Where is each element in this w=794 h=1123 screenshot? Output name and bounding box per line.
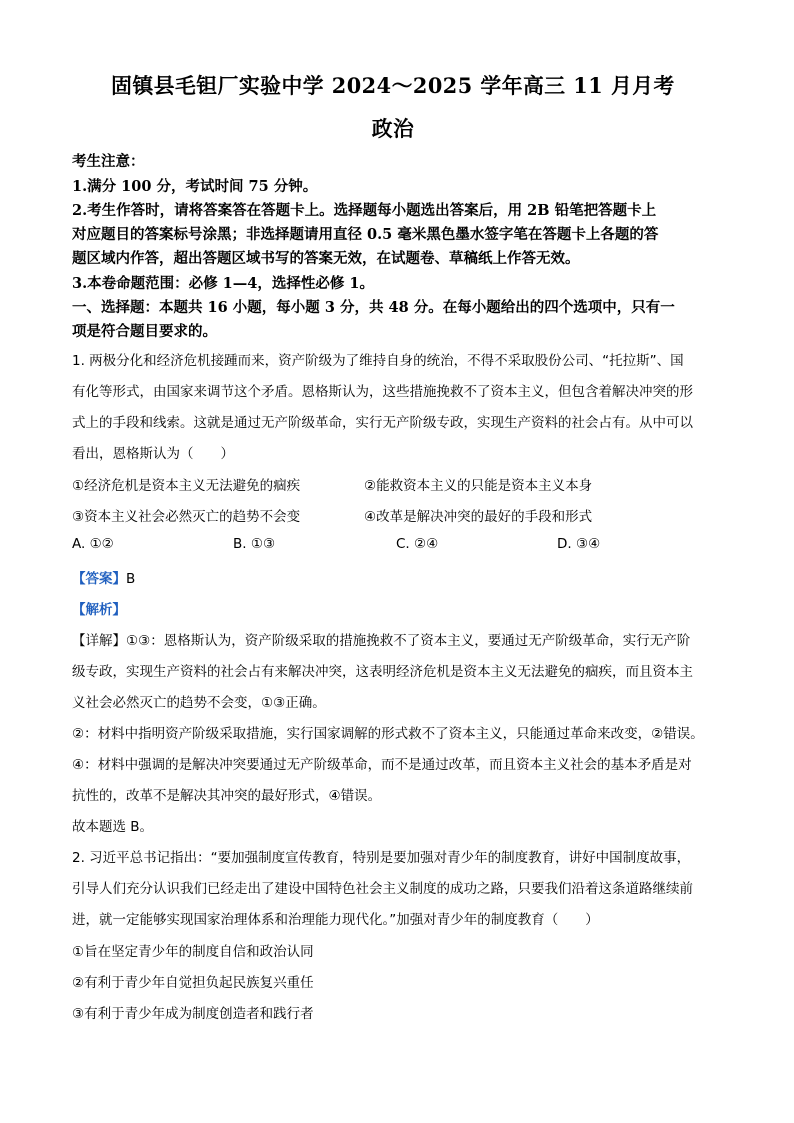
q1-detail-line-3: 义社会必然灭亡的趋势不会变，①③正确。 [72, 695, 326, 711]
note-item-2-line-3: 题区域内作答，超出答题区域书写的答案无效，在试题卷、草稿纸上作答无效。 [72, 250, 580, 267]
detail-text: ①③：恩格斯认为，资产阶级采取的措施挽救不了资本主义，要通过无产阶级革命，实行无产阶 [126, 633, 691, 649]
q2-stem-line-1: 2. 习近平总书记指出：“要加强制度宣传教育，特别是要加强对青少年的制度教育，讲好中国制度故事， [72, 850, 691, 866]
note-item-2-line-1: 2.考生作答时，请将答案答在答题卡上。选择题每小题选出答案后，用 2B 铅笔把答题卡上 [72, 202, 657, 219]
q1-analysis [72, 598, 126, 618]
q1-answer [72, 567, 135, 587]
q1-statement-2: ②能救资本主义的只能是资本主义本身 [364, 478, 593, 494]
q2-statement-1: ①旨在坚定青少年的制度自信和政治认同 [72, 944, 314, 960]
subject-title: 政治 [371, 116, 415, 141]
q1-detail-line-2: 级专政，实现生产资料的社会占有来解决冲突，这表明经济危机是资本主义无法避免的痼疾，而且资本主 [72, 664, 693, 680]
q1-stem-line-4: 看出，恩格斯认为（ ） [72, 446, 234, 462]
q1-detail-line-5: ④：材料中强调的是解决冲突要通过无产阶级革命，而不是通过改革，而且资本主义社会的基本矛盾是对 [72, 757, 692, 773]
notes-heading: 考生注意： [72, 153, 145, 170]
q1-detail-line-4: ②：材料中指明资产阶级采取措施，实行国家调解的形式救不了资本主义，只能通过革命来改变，②错误。 [72, 726, 704, 742]
analysis-label: 【解析】 [72, 602, 126, 618]
q1-detail-line-1 [72, 629, 690, 649]
q1-statement-4: ④改革是解决冲突的最好的手段和形式 [364, 509, 593, 525]
note-item-1: 1.满分 100 分，考试时间 75 分钟。 [72, 178, 318, 195]
section-heading-line-2: 项是符合题目要求的。 [72, 323, 217, 340]
note-item-3: 3.本卷命题范围：必修 1—4，选择性必修 1。 [72, 275, 374, 292]
q1-statement-3: ③资本主义社会必然灭亡的趋势不会变 [72, 509, 301, 525]
answer-label: 【答案】 [72, 571, 126, 587]
q2-stem-line-3: 进，就一定能够实现国家治理体系和治理能力现代化。”加强对青少年的制度教育（ ） [72, 912, 599, 928]
q1-statement-1: ①经济危机是资本主义无法避免的痼疾 [72, 478, 301, 494]
q1-stem-line-3: 式上的手段和线索。这就是通过无产阶级革命，实行无产阶级专政，实现生产资料的社会占有。从中可以 [72, 415, 693, 431]
exam-title: 固镇县毛钽厂实验中学 2024～2025 学年高三 11 月月考 [111, 73, 675, 98]
q1-stem-line-1: 1. 两极分化和经济危机接踵而来，资产阶级为了维持自身的统治，不得不采取股份公司、“托拉斯”、国 [72, 353, 684, 369]
q1-option-c: C. ②④ [396, 536, 439, 552]
q1-detail-line-6: 抗性的，改革不是解决其冲突的最好形式，④错误。 [72, 788, 382, 804]
q2-stem-line-2: 引导人们充分认识我们已经走出了建设中国特色社会主义制度的成功之路，只要我们沿着这条道路继续前 [72, 881, 693, 897]
section-heading-line-1: 一、选择题：本题共 16 小题，每小题 3 分，共 48 分。在每小题给出的四个选项中，只有一 [72, 299, 675, 316]
answer-value: B [126, 571, 136, 587]
detail-label: 【详解】 [72, 633, 126, 649]
q2-statement-3: ③有利于青少年成为制度创造者和践行者 [72, 1006, 314, 1022]
q1-conclusion: 故本题选 B。 [72, 819, 154, 835]
note-item-2-line-2: 对应题目的答案标号涂黑；非选择题请用直径 0.5 毫米黑色墨水签字笔在答题卡上各题的答 [72, 226, 659, 243]
q1-option-a: A. ①② [72, 536, 114, 552]
q2-statement-2: ②有利于青少年自觉担负起民族复兴重任 [72, 975, 314, 991]
q1-stem-line-2: 有化等形式，由国家来调节这个矛盾。恩格斯认为，这些措施挽救不了资本主义，但包含着解决冲突的形 [72, 384, 693, 400]
q1-option-d: D. ③④ [557, 536, 601, 552]
q1-option-b: B. ①③ [233, 536, 276, 552]
